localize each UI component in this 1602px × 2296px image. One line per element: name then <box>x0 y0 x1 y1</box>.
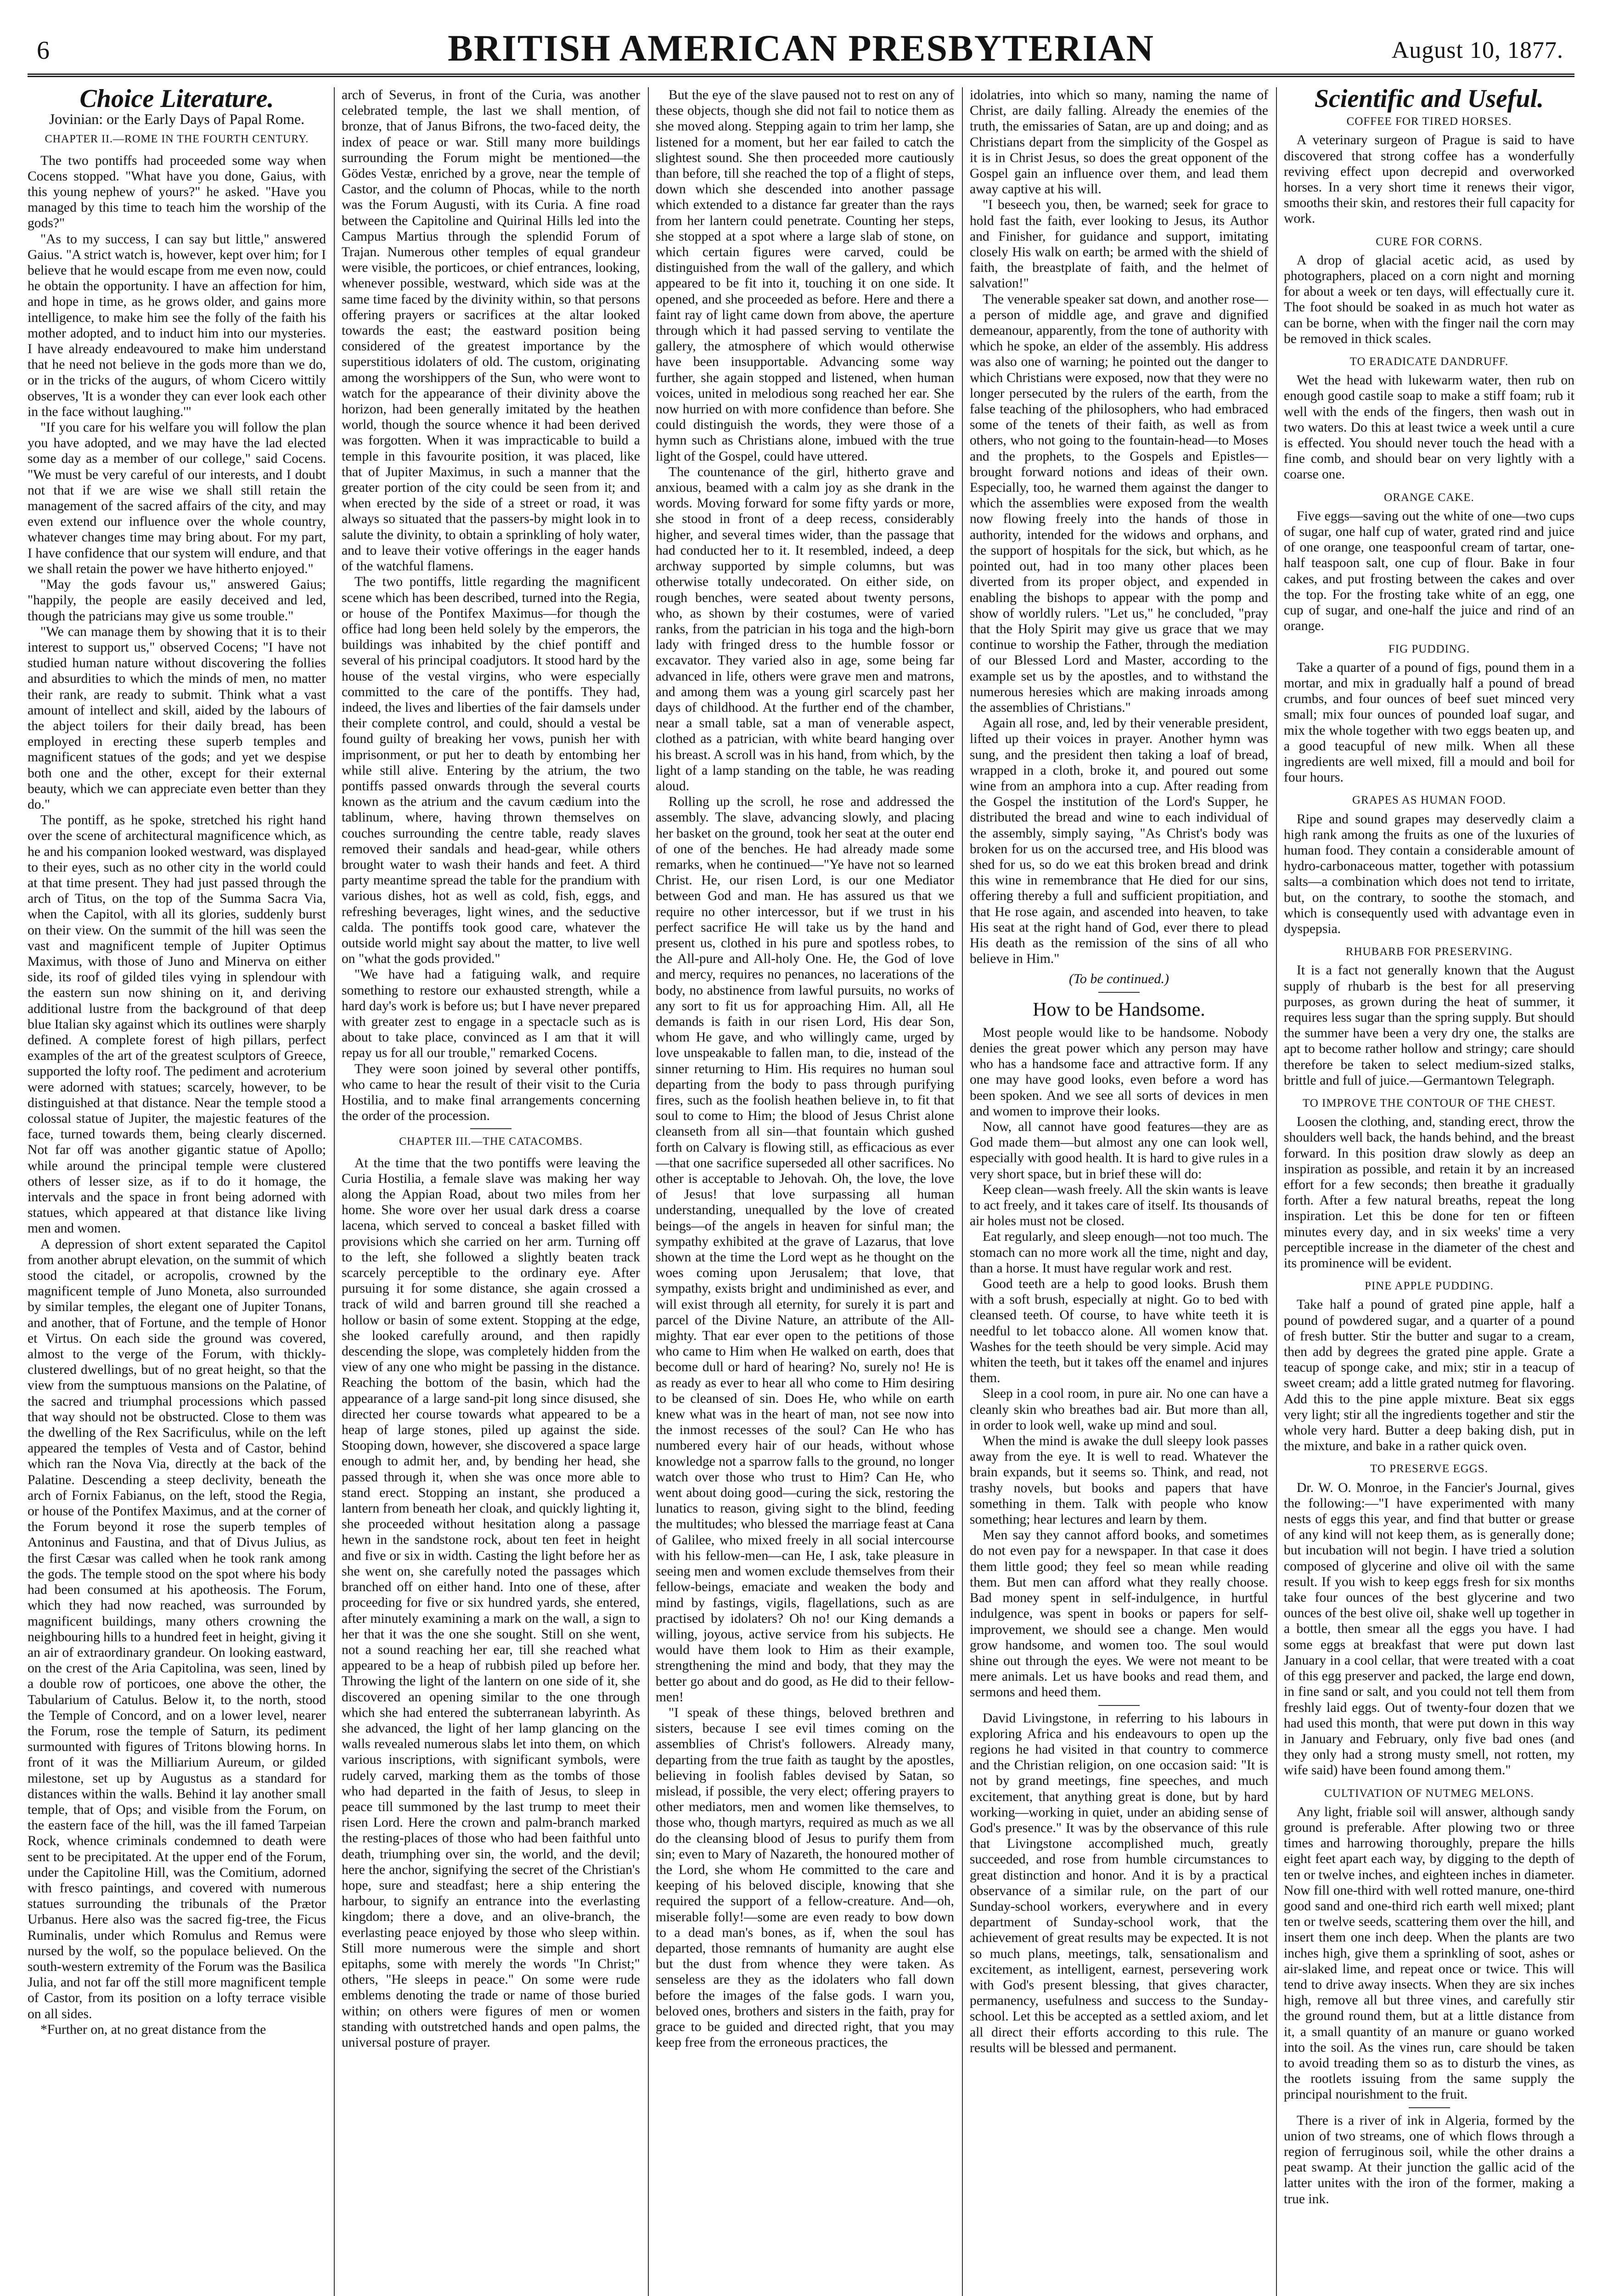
paragraph: idolatries, into which so many, naming the name of Christ, are daily falling. Already the enemies of the truth, the emissaries of Satan, are up and doing; and as Christians depart from the simplicity of the Gospel as it is in Christ Jesus, so does the great opponent of the Gospel gain an influence over them, and lead them away captive at his will. <box>970 88 1268 197</box>
paragraph: "I beseech you, then, be warned; seek for grace to hold fast the faith, ever looking to Jesus, its Author and Finisher, for guidance and support, imitating closely His walk on earth; be armed with the shield of faith, the breastplate of faith, and the helmet of salvation!" <box>970 197 1268 291</box>
paragraph: The countenance of the girl, hitherto grave and anxious, beamed with a calm joy as she drank in the words. Moving forward for some fifty yards or more, she stood in front of a deep recess, considerably higher, and several times wider, than the passage that had conducted her to it. It resembled, indeed, a deep archway supported by simple columns, but was otherwise totally undecorated. On either side, on rough benches, were seated about twenty persons, who, as shown by their costumes, were of varied ranks, from the patrician in his toga and the high-born lady with fringed dress to the humble fossor or excavator. They varied also in age, some being far advanced in life, others were grave men and matrons, and among them was a young girl scarcely past her days of childhood. At the further end of the chamber, near a small table, sat a man of venerable aspect, clothed as a patrician, with white beard hanging over his breast. A scroll was in his hand, from which, by the light of a lamp standing on the table, he was reading aloud. <box>656 464 954 793</box>
paragraph: Keep clean—wash freely. All the skin wants is leave to act freely, and it takes care of itself. Its thousands of air holes must not be closed. <box>970 1182 1268 1229</box>
paragraph: At the time that the two pontiffs were leaving the Curia Hostilia, a female slave was making her way along the Appian Road, about two miles from her home. She wore over her usual dark dress a coarse lacena, which served to conceal a basket filled with provisions which she carried on her arm. Turning off to the left, she followed a slightly beaten track scarcely perceptible to the ordinary eye. After pursuing it for some distance, she again crossed a track of wild and barren ground till she reached a hollow or basin of some extent. Stopping at the edge, she looked carefully around, and then rapidly descending the slope, was completely hidden from the view of any one who might be passing in the distance. Reaching the bottom of the basin, which had the appearance of a large sand-pit long since disused, she directed her course towards what appeared to be a heap of large stones, piled up against the side. Stooping down, however, she discovered a space large enough to admit her, and, by bending her head, she passed through it, when she was once more able to stand erect. Stopping an instant, she produced a lantern from beneath her cloak, and quickly lighting it, she proceeded without hesitation along a passage hewn in the sandstone rock, about ten feet in height and five or six in width. Casting the light before her as she went on, she carefully noted the passages which branched off on either hand. Into one of these, after proceeding for five or six hundred yards, she entered, after minutely examining a mark on the wall, a sign to her that it was the one she sought. Still on she went, not a sound reaching her ear, till she reached what appeared to be a heap of rubbish piled up before her. Throwing the light of the lantern on one side of it, she discovered an opening similar to the one through which she had entered the subterranean labyrinth. As she advanced, the light of her lamp glancing on the walls revealed numerous slabs let into them, on which various inscriptions, with significant symbols, were rudely carved, marking them as the tombs of those who had departed in the faith of Jesus, to sleep in peace till summoned by the last trump to meet their risen Lord. Here the crown and palm-branch marked the resting-places of those who had been faithful unto death, triumphing over sin, the world, and the devil; here the anchor, signifying the secret of the Christian's hope, sure and steadfast; here a ship entering the harbour, to signify an entrance into the everlasting kingdom; there a dove, and an olive-branch, the everlasting peace enjoyed by those who sleep within. Still more numerous were the simple and short epitaphs, some with merely the words "In Christ;" others, "He sleeps in peace." On some were rude emblems denoting the trade or name of those buried within; on others were figures of men or women standing with outstretched hands and open palms, the universal posture of prayer. <box>342 1155 640 2050</box>
paragraph: They were soon joined by several other pontiffs, who came to hear the result of their visit to the Curia Hostilia, and to make final arrangements concerning the order of the procession. <box>342 1061 640 1124</box>
paragraph: "We can manage them by showing that it is to their interest to support us," observed Cocens; "I have not studied human nature without discovering the follies and absurdities to which the minds of men, no matter their rank, are ready to submit. Think what a vast amount of intellect and skill, aided by the labours of the abject toilers for their daily bread, has been employed in erecting these superb temples and magnificent statues of the gods; and yet we despise both one and the other, except for their external beauty, which we can appreciate even better than they do." <box>28 624 326 812</box>
column-rule <box>334 87 335 2296</box>
divider <box>470 1128 512 1129</box>
section-text: Five eggs—saving out the white of one—two cups of sugar, one half cup of water, grated rind and juice of one orange, one teaspoonful cream of tartar, one-half teaspoon salt, one cup of flour. Bake in four cakes, and put frosting between the cakes and over the top. For the frosting take white of an egg, one cup of sugar, and one-half the juice and rind of an orange. <box>1284 508 1574 634</box>
section-heading: CULTIVATION OF NUTMEG MELONS. <box>1324 1787 1534 1800</box>
section-text: Dr. W. O. Monroe, in the Fancier's Journal, gives the following:—"I have experimented with many nests of eggs this year, and find that butter or grease of any kind will not keep them, as is generally done; but incubation will not begin. I have tried a solution composed of glycerine and olive oil with the same result. If you wish to keep eggs fresh for six months take four ounces of the best glycerine and two ounces of the best olive oil, shake well up together in a bottle, then smear all the eggs you have. I had some eggs at breakfast that were put down last January in a cool cellar, that were treated with a coat of this egg preserver and packed, the large end down, in fine sand or salt, and you could not tell them from freshly laid eggs. Out of twenty-four dozen that we had used this month, that were put down in this way in January and February, only five bad ones (and they only had a strong musty smell, not rotten, my wife said) have been found among them." <box>1284 1480 1574 1778</box>
columns <box>28 87 1574 2296</box>
newspaper-page <box>28 18 1574 2296</box>
paragraph: "I speak of these things, beloved brethren and sisters, because I see evil times coming on the assemblies of Christ's followers. Already many, departing from the true faith as taught by the apostles, believing in foolish fables devised by Satan, so mislead, if possible, the very elect; offering prayers to other mediators, men and women like themselves, to those who, though martyrs, required as much as we all do the cleansing blood of Jesus to purify them from sin; even to Mary of Nazareth, the honoured mother of the Lord, she whom He committed to the care and keeping of his beloved disciple, knowing that she required the support of a fellow-creature. And—oh, miserable folly!—some are even ready to bow down to a dead man's bones, as if, when the soul has departed, those remnants of humanity are aught else but the dust from whence they were taken. As senseless are they as the idolaters who fall down before the images of the false gods. I warn you, beloved ones, brothers and sisters in the faith, pray for grace to be guided and directed right, that you may keep free from the erroneous practices, the <box>656 1705 954 2050</box>
paragraph: Now, all cannot have good features—they are as God made them—but almost any one can look well, especially with good health. It is hard to give rules in a very short space, but in brief these will do: <box>970 1120 1268 1182</box>
paragraph: Good teeth are a help to good looks. Brush them with a soft brush, especially at night. Go to bed with cleansed teeth. Of course, to have white teeth it is needful to let tobacco alone. All women know that. Washes for the teeth should be very simple. Acid may whiten the teeth, but it takes off the enamel and injures them. <box>970 1277 1268 1386</box>
section-text: A drop of glacial acetic acid, as used by photographers, placed on a corn night and morning for about a week or ten days, will effectually cure it. The foot should be soaked in as much hot water as can be borne, when with the finger nail the corn may be removed in thick scales. <box>1284 253 1574 346</box>
paragraph: Men say they cannot afford books, and sometimes do not even pay for a newspaper. In that case it does them little good; they feel so mean while reading them. But men can afford what they really choose. Bad money spent in self-indulgence, in hurtful indulgence, was spent in books or papers for self-improvement, we should see a change. Men would grow handsome, and women too. The soul would shine out through the eyes. We were not meant to be mere animals. Let us have books and read them, and sermons and heed them. <box>970 1528 1268 1700</box>
issue-date: August 10, 1877. <box>1391 37 1563 63</box>
paragraph: A depression of short extent separated the Capitol from another abrupt elevation, on the summit of which stood the citadel, or acropolis, crowned by the magnificent temple of Juno Moneta, also surrounded by similar temples, the elegant one of Jupiter Tonans, and another, that of Fortune, and the temple of Honor et Virtus. On each side the ground was covered, almost to the verge of the Forum, with thickly-clustered dwellings, but of no great height, so that the view from the sumptuous mansions on the Palatine, of the sacred and triumphal processions which passed that way should not be obstructed. Close to them was the dwelling of the Rex Sacrificulus, while on the left appeared the temples of Vesta and of Castor, behind which ran the Nova Via, directly at the back of the Palatine. Descending a steep declivity, beneath the arch of Fornix Fabianus, on the left, stood the Regia, or house of the Pontifex Maximus, and at the corner of the Forum beyond it rose the superb temples of Antoninus and Faustina, and that of Divus Julius, as the first Cæsar was called when he took rank among the gods. The temple stood on the spot where his body had been consumed at his apotheosis. The Forum, which they had now reached, was surrounded by magnificent buildings, many others crowning the neighbouring hills to a hundred feet in height, giving it an air of extraordinary grandeur. On looking eastward, on the crest of the Aria Capitolina, was seen, lined by a double row of porticoes, one above the other, the Tabularium of Catulus. Below it, to the north, stood the Temple of Concord, and on a lower level, nearer the Forum, rose the temple of Saturn, its pediment surmounted with figures of Tritons blowing horns. In front of it was the Milliarium Aureum, or gilded milestone, set up by Augustus as a standard for distances within the walls. Behind it lay another small temple, that of Ops; and visible from the Forum, on the eastern face of the hill, was the ill famed Tarpeian Rock, whence criminals condemned to death were sent to be precipitated. At the upper end of the Forum, under the Capitoline Hill, was the Comitium, adorned with fresco paintings, and covered with numerous statues surrounding the tribunals of the Prætor Urbanus. Here also was the sacred fig-tree, the Ficus Ruminalis, under which Romulus and Remus were nursed by the wolf, so the populace believed. On the south-western extremity of the Forum was the Basilica Julia, and not far off the still more magnificent temple of Castor, from its position on a lofty terrace visible on all sides. <box>28 1237 326 2021</box>
section-heading: TO PRESERVE EGGS. <box>1370 1463 1488 1475</box>
paragraph: Eat regularly, and sleep enough—not too much. The stomach can no more work all the time, night and day, than a horse. It must have regular work and rest. <box>970 1229 1268 1276</box>
paragraph: The two pontiffs, little regarding the magnificent scene which has been described, turned into the Regia, or house of the Pontifex Maximus—for though the office had long been held solely by the emperors, the buildings was inhabited by the chief pontiff and several of his principal coadjutors. It stood hard by the house of the vestal virgins, who were especially committed to the care of the pontiffs. They had, indeed, the lives and liberties of the fair damsels under their complete control, and could, should a vestal be found guilty of breaking her vows, punish her with imprisonment, or put her to death by entombing her while still alive. Entering by the atrium, the two pontiffs passed onwards through the several courts known as the atrium and the cavum cædium into the tablinum, where, having thrown themselves on couches surrounding the centre table, ready slaves removed their sandals and head-gear, while others brought water to wash their hands and feet. A third party meantime spread the table for the prandium with various dishes, hot as well as cold, fish, eggs, and refreshing beverages, light wines, and the seductive calda. The pontiffs took good care, whatever the outside world might say about the matter, to live well on "what the gods provided." <box>342 574 640 967</box>
section-heading: TO IMPROVE THE CONTOUR OF THE CHEST. <box>1302 1097 1556 1109</box>
section-text: A veterinary surgeon of Prague is said to have discovered that strong coffee has a wonderfully reviving effect upon decrepid and overworked horses. In a very short time it renews their vigor, smooths their skin, and restores their full capacity for work. <box>1284 133 1574 226</box>
section-text: Loosen the clothing, and, standing erect, throw the shoulders well back, the hands behind, and the breast forward. In this position draw slowly as deep an inspiration as possible, and retain it by an increased effort for a few seconds; then breathe it gradually forth. After a few natural breaths, repeat the long inspiration. Let this be done for ten or fifteen minutes every day, and in six weeks' time a very perceptible increase in the diameter of the chest and its prominence will be evident. <box>1284 1114 1574 1271</box>
paragraph: Sleep in a cool room, in pure air. No one can have a cleanly skin who breathes bad air. But more than all, in order to look well, wake up mind and soul. <box>970 1386 1268 1433</box>
closing-paragraph: There is a river of ink in Algeria, formed by the union of two streams, one of which flows through a region of ferruginous soil, while the other drains a peat swamp. At their junction the gallic acid of the latter unites with the iron of the former, making a true ink. <box>1284 2113 1574 2206</box>
paragraph: Rolling up the scroll, he rose and addressed the assembly. The slave, advancing slowly, and placing her basket on the ground, took her seat at the outer end of one of the benches. He had already made some remarks, when he continued—"Ye have not so learned Christ. He, our risen Lord, is our one Mediator between God and man. He has assured us that we require no other intercessor, but if we trust in his perfect sacrifice He will take us by the hand and present us, clothed in his pure and spotless robes, to the All-pure and All-holy One. He, the God of love and mercy, requires no penances, no lacerations of the body, no abstinence from lawful pursuits, no works of any sort to fit us for approaching Him. All, all He demands is faith in our risen Lord, His dear Son, whom He gave, and who willingly came, urged by love unspeakable to fallen man, to die, instead of the sinner returning to Him. His requires no human soul departing from the body to pass through purifying fires, such as the foolish heathen believe in, to fit that soul to come to Him; the blood of Jesus Christ alone cleanseth from all sin—that fountain which gushed forth on Calvary is flowing still, as efficacious as ever—that one sacrifice superseded all other sacrifices. No other is acceptable to Jehovah. Oh, the love, the love of Jesus! that love surpassing all human understanding, unequalled by the love of created beings—of the angels in heaven for sinful man; the sympathy exhibited at the grave of Lazarus, that love shown at the time the Lord wept as he thought on the woes coming upon Jerusalem; that love, that sympathy, exists bright and undiminished as ever, and will exist through all eternity, for surely it is part and parcel of the Divine Nature, an attribute of the All-mighty. That ear ever open to the petitions of those who came to Him when He walked on earth, does that become dull or hard of hearing? No, surely no! He is as ready as ever to hear all who come to Him desiring to be cleansed of sin. Does He, who while on earth knew what was in the heart of man, not see now into the inmost recesses of the soul? Can He who has numbered every hair of our heads, without whose knowledge not a sparrow falls to the ground, no longer watch over those who trust to Him? Can He, who went about doing good—curing the sick, restoring the lunatics to reason, giving sight to the blind, feeding the multitudes; who blessed the marriage feast at Cana of Galilee, who mixed freely in all social intercourse with his fellow-men—can He, I ask, take pleasure in seeing men and women exclude themselves from their fellow-beings, emaciate and weaken the body and mind by fastings, vigils, flagellations, such as are practised by idolaters? Oh no! our King demands a willing, joyous, active service from his subjects. He would have them look to Him as their example, strengthening the mind and body, that they may the better go about and do good, as He did to their fellow-men! <box>656 794 954 1705</box>
paragraph: "May the gods favour us," answered Gaius; "happily, the people are easily deceived and led, though the patricians may give us some trouble." <box>28 577 326 624</box>
section-heading: ORANGE CAKE. <box>1384 491 1474 504</box>
column-rule <box>1276 87 1277 2296</box>
section-text: Take half a pound of grated pine apple, half a pound of powdered sugar, and a quarter of a pound of fresh butter. Stir the butter and sugar to a cream, then add by degrees the grated pine apple. Grate a teacup of sponge cake, and mix; stir in a teacup of sweet cream; add a little grated nutmeg for flavoring. Add this to the pine apple mixture. Beat six eggs very light; stir all the ingredients together and stir the whole very hard. Butter a deep baking dish, put in the mixture, and bake in a rather quick oven. <box>1284 1297 1574 1454</box>
paragraph: "As to my success, I can say but little," answered Gaius. "A strict watch is, however, kept over him; for I believe that he would escape from me even now, could he obtain the opportunity. I have an affection for him, and hope in time, as he grows older, and gains more intelligence, to make him see the folly of the faith his mother adopted, and to induct him into our mysteries. I have already endeavoured to make him understand that he need not believe in the gods more than we do, or in the tricks of the augurs, of whom Cicero wittily observes, 'It is a wonder they can ever look each other in the face without laughing.'" <box>28 231 326 419</box>
chapter-heading: CHAPTER III.—THE CATACOMBS. <box>399 1136 583 1148</box>
department-heading: Scientific and Useful. <box>1314 87 1544 113</box>
section-text: Ripe and sound grapes may deservedly claim a high rank among the fruits as one of the luxuries of human food. They contain a considerable amount of hydro-carbonaceous matter, together with potassium salts—a combination which does not tend to irritate, but, on the contrary, to soothe the stomach, and which is consequently used with advantage even in dyspepsia. <box>1284 811 1574 936</box>
paragraph: arch of Severus, in front of the Curia, was another celebrated temple, the last we shall mention, of bronze, that of Janus Bifrons, the two-faced deity, the index of peace or war. Still many more buildings surrounding the Forum might be mentioned—the Gödes Vestæ, enriched by a grove, near the temple of Castor, and the column of Phocas, while to the north was the Forum Augusti, with its Curia. A fine road between the Capitoline and Quirinal Hills led into the Campus Martius through the splendid Forum of Trajan. Numerous other temples of equal grandeur were visible, the porticoes, or chief entrances, looking, whenever possible, westward, which side was at the same time faced by the divinity within, so that persons offering prayers or sacrifices at the altar looked towards the east; the eastward position being considered of the greatest importance by the superstitious idolaters of old. The custom, originating among the worshippers of the Sun, who were wont to watch for the appearance of their divinity above the horizon, had been generally imitated by the heathen world, though the source whence it had been derived was forgotten. When it was impracticable to build a temple in this favourite position, it was placed, like that of Jupiter Maximus, in such a manner that the greater portion of the city could be seen from it; and when erected by the side of a street or road, it was always so situated that the passers-by might look in to salute the divinity, to obtain a sprinkling of holy water, and to leave their votive offerings in the eager hands of the watchful flamens. <box>342 88 640 574</box>
section-heading: RHUBARB FOR PRESERVING. <box>1345 945 1513 958</box>
paragraph: David Livingstone, in referring to his labours in exploring Africa and his endeavours to open up the regions he had visited in that country to commerce and the Christian religion, on one occasion said: "It is not by grand meetings, fine speeches, and much excitement, that anything great is done, but by hard working—working in quiet, under an abiding sense of God's presence." It was by the observance of this rule that Livingstone accomplished much, greatly succeeded, and rose from humble circumstances to great distinction and honor. And it is by a practical observance of a similar rule, on the part of our Sunday-school workers, everywhere and in every department of Sunday-school work, that the achievement of great results may be expected. It is not so much plans, meetings, talk, sensationalism and excitement, as intelligent, earnest, persevering work with God's present blessing, that gives character, permanency, usefulness and success to the Sunday-school. Let this be accepted as a settled axiom, and let all direct their efforts according to this rule. The results will be blessed and permanent. <box>970 1711 1268 2055</box>
column-4 <box>970 87 1268 2296</box>
column-rule <box>648 87 649 2296</box>
divider <box>1098 992 1140 993</box>
section-heading: CURE FOR CORNS. <box>1376 235 1483 248</box>
paragraph: The venerable speaker sat down, and another rose—a person of middle age, and grave and dignified demeanour, apparently, from the tone of authority with which he spoke, an elder of the assembly. His address was also one of warning; he pointed out the danger to which Christians were exposed, now that they were no longer persecuted by the rulers of the earth, from the false teaching of the philosophers, who had embraced some of the tenets of their faith, as well as from others, who not going to the fountain-head—to Moses and the prophets, to the Gospels and Epistles—brought forward notions and ideas of their own. Especially, too, he warned them against the danger to which the assemblies were exposed from the wealth now flowing freely into the hands of those in authority, intended for the widows and orphans, and the support of hospitals for the sick, but which, as he pointed out, had in too many other places been diverted from its proper object, and expended in enabling the bishops to appear with the pomp and show of worldly rulers. "Let us," he concluded, "pray that the Holy Spirit may give us grace that we may continue to worship the Father, through the mediation of our Blessed Lord and Master, according to the example set us by the apostles, and to withstand the numerous heresies which are making inroads among the assemblies of Christians." <box>970 292 1268 715</box>
divider <box>1409 2107 1450 2108</box>
column-1 <box>28 87 326 2296</box>
column-5 <box>1284 87 1574 2296</box>
paragraph: Again all rose, and, led by their venerable president, lifted up their voices in prayer. Another hymn was sung, and the president then taking a loaf of bread, wrapped in a cloth, broke it, and poured out some wine from an amphora into a cup. After reading from the Gospel the institution of the Lord's Supper, he distributed the bread and wine to each individual of the assembly, simply saying, "As Christ's body was broken for us on the accursed tree, and His blood was shed for us, so do we eat this broken bread and drink this wine in remembrance that He died for our sins, offering thereby a full and sufficient propitiation, and that He rose again, and ascended into heaven, to take His seat at the right hand of God, ever there to plead His death as the remission of the sins of all who believe in Him." <box>970 716 1268 967</box>
paragraph: The two pontiffs had proceeded some way when Cocens stopped. "What have you done, Gaius, with this young nephew of yours?" he asked. "Have you managed by this time to teach him the worship of the gods?" <box>28 153 326 231</box>
paragraph: Most people would like to be handsome. Nobody denies the great power which any person may have who has a handsome face and attractive form. If any one may have good looks, even before a word has been spoken. And we see all sorts of devices in men and women to improve their looks. <box>970 1025 1268 1119</box>
section-heading: FIG PUDDING. <box>1388 642 1470 655</box>
section-text: Wet the head with lukewarm water, then rub on enough good castile soap to make a stiff foam; rub it well with the ends of the fingers, then wash out in two waters. Do this at least twice a week until a cure is effected. You should never touch the head with a fine comb, and should bear on very lightly with a coarse one. <box>1284 373 1574 482</box>
section-text: It is a fact not generally known that the August supply of rhubarb is the best for all preserving purposes, as grown during the heat of summer, it requires less sugar than the spring supply. But should the summer have been a very dry one, the stalks are apt to become rather hollow and stringy; care should therefore be taken to select medium-sized stalks, brittle and full of juice.—Germantown Telegraph. <box>1284 963 1574 1088</box>
continued-note: (To be continued.) <box>1068 971 1169 987</box>
section-heading: COFFEE FOR TIRED HORSES. <box>1346 115 1512 128</box>
section-heading: PINE APPLE PUDDING. <box>1365 1280 1494 1293</box>
section-heading: GRAPES AS HUMAN FOOD. <box>1352 794 1506 807</box>
paragraph: "If you care for his welfare you will follow the plan you have adopted, and we may have the lad elected some day as a member of our college," said Cocens. "We must be very careful of our interests, and I doubt not that if we are wise we shall still retain the management of the sacred affairs of the city, and may even extend our influence over the whole country, whatever changes time may bring about. For my part, I have confidence that our system will endure, and that we shall retain the power we have hitherto enjoyed." <box>28 420 326 576</box>
paragraph: The pontiff, as he spoke, stretched his right hand over the scene of architectural magnificence which, as he and his companion looked westward, was displayed to their eyes, such as no other city in the world could at that time present. They had just passed through the arch of Titus, on the top of the Summa Sacra Via, when the Capitol, with all its glories, suddenly burst on their view. On the summit of the hill was seen the vast and magnificent temple of Jupiter Optimus Maximus, with those of Juno and Minerva on either side, its roof of gilded tiles vying in splendour with the eastern sun now shining on it, and deriving additional lustre from the background of that deep blue Italian sky against which its outlines were sharply defined. A complete forest of high pillars, perfect examples of the art of the greatest sculptors of Greece, supported the lofty roof. The pediment and acroterium were adorned with statues; scarcely, however, to be distinguished at that distance. Near the temple stood a colossal statue of Jupiter, the majestic features of the face, turned towards them, being clearly discerned. Not far off was another gigantic statue of Apollo; while around the principal temple were clustered others of lesser size, as if to do it homage, the intervals and the space in front being adorned with statues, which appeared at that distance like living men and women. <box>28 813 326 1236</box>
paragraph: When the mind is awake the dull sleepy look passes away from the eye. It is well to read. Whatever the brain expands, but it seems so. Think, and read, not trashy novels, but books and papers that have something in them. Talk with people who know something; hear lectures and learn by them. <box>970 1434 1268 1527</box>
page-number: 6 <box>37 36 50 65</box>
chapter-heading: CHAPTER II.—ROME IN THE FOURTH CENTURY. <box>45 133 309 146</box>
article-title: How to be Handsome. <box>1033 999 1205 1020</box>
footnote: *Further on, at no great distance from the <box>40 2022 266 2037</box>
column-2 <box>342 87 640 2296</box>
section-heading: TO ERADICATE DANDRUFF. <box>1349 355 1509 368</box>
department-heading: Choice Literature. <box>79 87 274 113</box>
paragraph: "We have had a fatiguing walk, and require something to restore our exhausted strength, while a hard day's work is before us; but I have never prepared with greater zest to engage in a spectacle such as is about to take place, convinced as I am that it will repay us for all our trouble," remarked Cocens. <box>342 967 640 1061</box>
section-text: Take a quarter of a pound of figs, pound them in a mortar, and mix in gradually half a pound of bread crumbs, and four ounces of beef suet minced very small; mix four ounces of pounded loaf sugar, and mix the whole together with two eggs beaten up, and a good teacupful of new milk. When all these ingredients are well mixed, fill a mould and boil for four hours. <box>1284 660 1574 785</box>
story-title: Jovinian: or the Early Days of Papal Rome. <box>49 111 305 128</box>
divider <box>1098 1705 1140 1706</box>
newspaper-title: BRITISH AMERICAN PRESBYTERIAN <box>448 27 1154 69</box>
paragraph: But the eye of the slave paused not to rest on any of these objects, though she did not fail to notice them as she moved along. Stepping again to trim her lamp, she listened for a moment, but her ear failed to catch the slightest sound. She then proceeded more cautiously than before, till she reached the top of a flight of steps, down which she descended into another passage which extended to a distance far greater than the rays from her lantern could penetrate. Counting her steps, she stopped at a spot where a large slab of stone, on which certain figures were carved, could be distinguished from the wall of the gallery, and which appeared to be fit into it, touching it on one side. It opened, and she proceeded as before. Here and there a faint ray of light came down from above, the aperture through which it had passed serving to ventilate the gallery, the atmosphere of which would otherwise have been insupportable. Advancing some way further, she again stopped and listened, when human voices, united in melodious song reached her ear. She now hurried on with more confidence than before. She could distinguish the words, they were those of a hymn such as Christians alone, imbued with the true light of the Gospel, could have uttered. <box>656 88 954 464</box>
section-text: Any light, friable soil will answer, although sandy ground is preferable. After plowing two or three times and harrowing thoroughly, prepare the hills eight feet apart each way, by digging to the depth of ten or twelve inches, and eighteen inches in diameter. Now fill one-third with well rotted manure, one-third good sand and one-third rich earth well mixed; plant ten or twelve seeds, scattering them over the hill, and insert them one inch deep. When the plants are two inches high, give them a sprinkling of soot, ashes or air-slaked lime, and repeat once or twice. This will tend to drive away insects. When they are six inches high, remove all but three vines, and carefully stir the ground round them, but at a little distance from it, a small quantity of an manure or guano worked into the soil. As the vines run, care should be taken to avoid treading them so as to disturb the vines, as the rootlets issuing from the same supply the principal nourishment to the fruit. <box>1284 1804 1574 2102</box>
column-3 <box>656 87 954 2296</box>
masthead <box>28 18 1574 77</box>
column-rule <box>962 87 963 2296</box>
